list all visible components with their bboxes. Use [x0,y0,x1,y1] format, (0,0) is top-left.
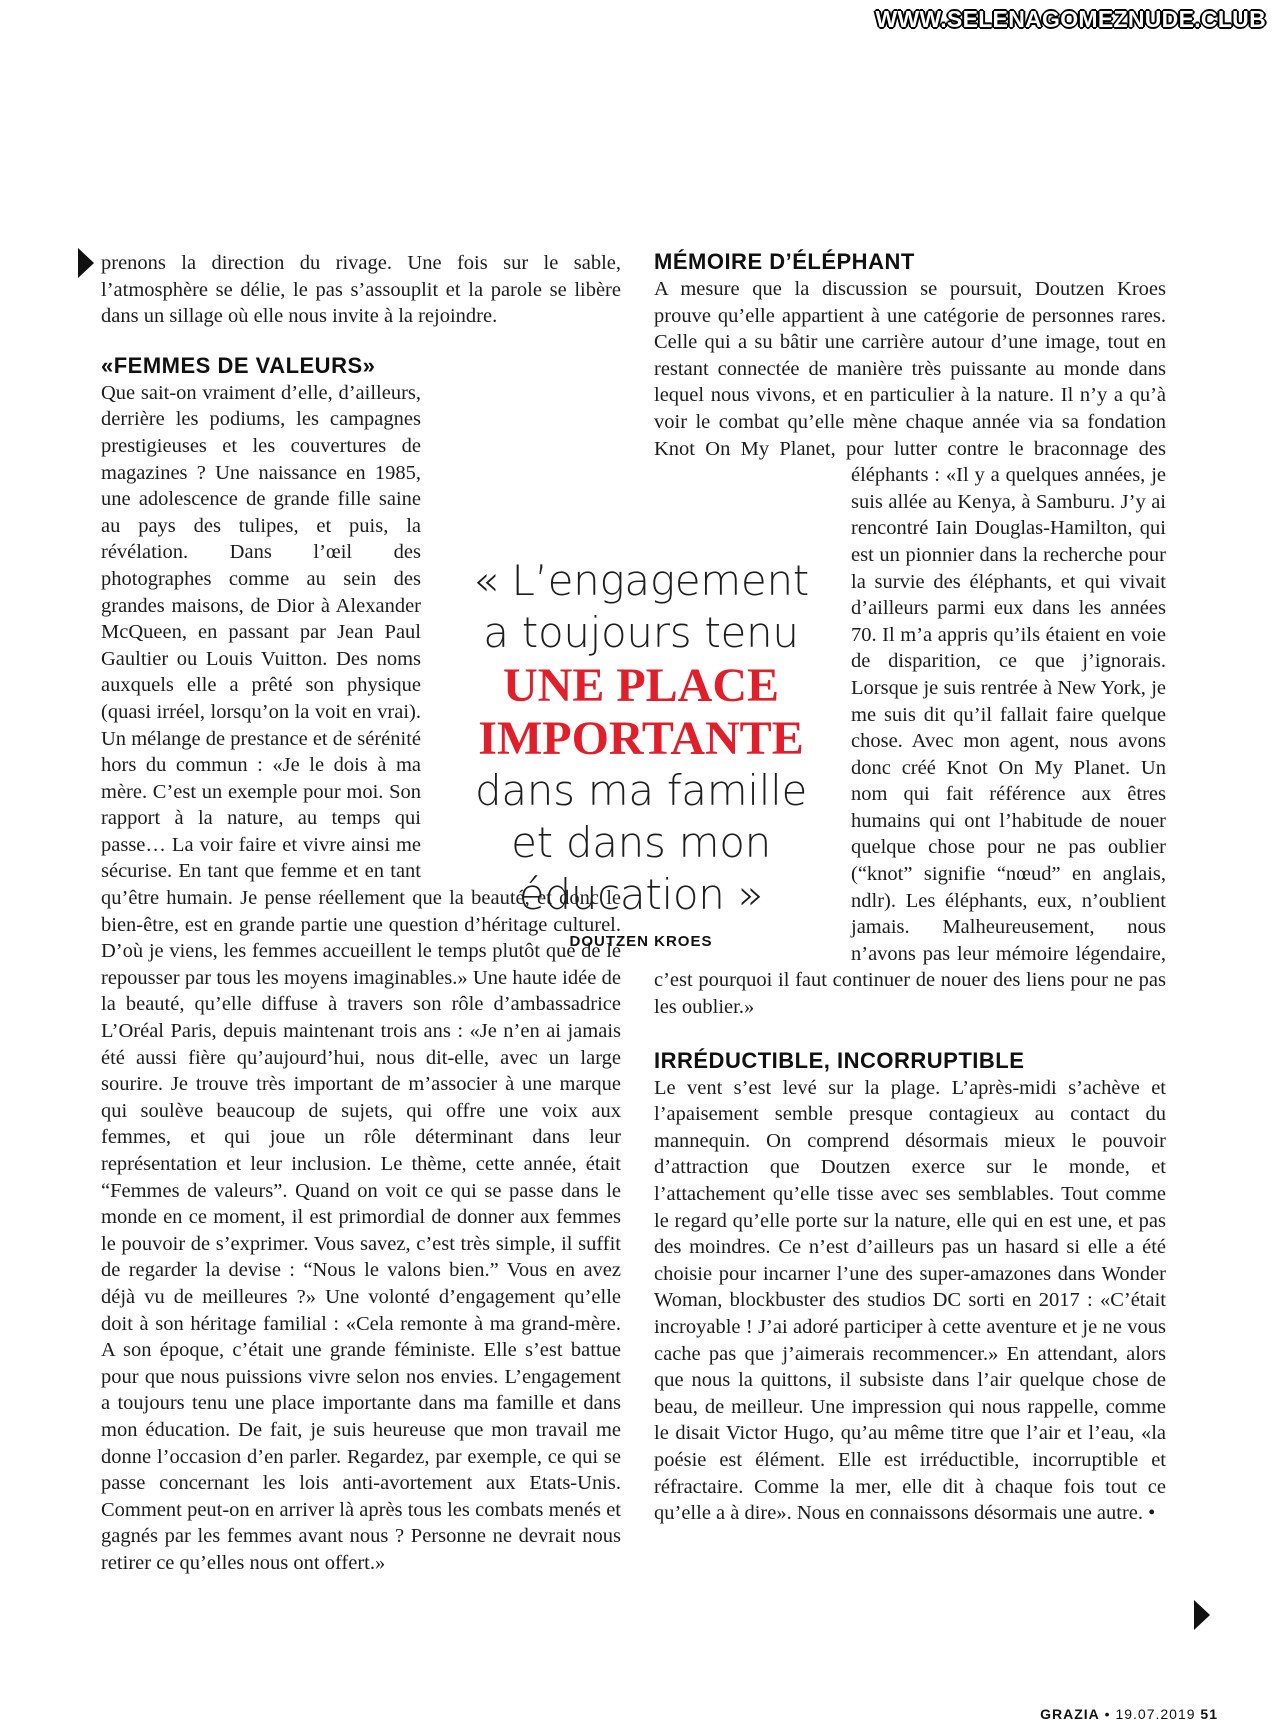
pull-quote-line: éducation » [518,870,764,919]
body-paragraph: Que sait-on vraiment d’elle, d’ailleurs, derrière les podiums, les campagnes prestigieuses et les couvertures de magazines ? Une naissance en 1985, une adolescence de grande fille saine au pays des tulipes, et puis, la révélation. Dans l’œil des photographes comme au sein des grandes maisons, de Dior à Alexander McQueen, en passant par Jean Paul Gaultier ou Louis Vuitton. Des noms auxquels elle a prêté son physique (quasi irréel, lorsqu’on la voit en vrai). Un mélange de prestance et de sérénité hors du commun : «Je le dois à ma mère. C’est un exemple pour moi. Son rapport à la nature, au temps qui passe… La voir faire et vivre ainsi me sécurise. En tant que femme et en tant qu’être humain. Je pense réellement que la beauté, et donc le bien-être, est en grande partie une question d’héritage culturel. D’où je viens, les femmes accueillent le temps plutôt que de le repousser par tous les moyens imaginables.» Une haute idée de la beauté, qu’elle diffuse à travers son rôle d’ambassadrice L’Oréal Paris, depuis maintenant trois ans : «Je n’en ai jamais été aussi fière qu’aujourd’hui, nous dit-elle, avec un large sourire. Je trouve très important de m’associer à une marque qui soulève beaucoup de sujets, qui offre une voix aux femmes, et qui joue un rôle déterminant dans leur représentation et leur inclusion. Le thème, cette année, était “Femmes de valeurs”. Quand on voit ce qui se passe dans le monde en ce moment, il est primordial de donner aux femmes le pouvoir de s’exprimer. Vous savez, c’est très simple, il suffit de regarder la devise : “Nous le valons bien.” Vous en avez déjà vu de meilleures ?» Une volonté d’engagement qu’elle doit à son héritage familial : «Cela remonte à ma grand-mère. A son époque, c’était une grande féministe. Elle s’est battue pour que nous puissions vivre selon nos envies. L’engagement a toujours tenu une place importante dans ma famille et dans mon éducation. De fait, je suis heureuse que mon travail me donne l’occasion d’en parler. Regardez, par exemple, ce qui se passe concernant les lois anti-avortement aux Etats-Unis. Comment peut-on en arriver là après tous les combats menés et gagnés par les femmes avant nous ? Personne ne devrait nous retirer ce qu’elles nous ont offert.» [101,381,621,1574]
body-paragraph: Le vent s’est levé sur la plage. L’après-midi s’achève et l’apaisement semble presque contagieux au contact du mannequin. On comprend désormais mieux le pouvoir d’attraction que Doutzen exerce sur le monde, et l’attachement qu’elle tisse avec ses semblables. Tout comme le regard qu’elle porte sur la nature, elle qui en est une, et pas des moindres. Ce n’est d’ailleurs pas un hasard si elle a été choisie pour incarner l’une des super-amazones dans Wonder Woman, blockbuster des studios DC sorti en 2017 : «C’était incroyable ! J’ai adoré participer à cette aventure et je ne vous cache pas que j’aimerais recommencer.» En attendant, alors que nous la quittons, il subsiste dans l’air quelque chose de beau, de meilleur. Une impression qui nous rappelle, comme le disait Victor Hugo, qu’au même titre que l’air et l’eau, «la poésie est élément. Elle est irréductible, incorruptible et réfractaire. Comme la mer, elle dit à chaque fois tout ce qu’elle a à dire». Nous en connaissons désormais une autre. • [654,1076,1166,1525]
pull-quote-line: dans ma famille [474,766,808,815]
pull-quote-line: a toujours tenu [483,608,799,657]
pull-quote-accent: UNE PLACE [502,659,780,712]
section-heading-irreductible: IRRÉDUCTIBLE, INCORRUPTIBLE [654,1047,1025,1073]
page-footer [1040,1706,1218,1722]
page-number: 51 [1200,1706,1218,1722]
body-paragraph: A mesure que la discussion se poursuit, Doutzen Kroes prouve qu’elle appartient à une catégorie de personnes rares. Celle qui a su bâtir une carrière autour d’une image, tout en restant connectée de manière très puissante au monde dans lequel nous vivons, et en particulier à la nature. Il n’y a qu’à voir le combat qu’elle mène chaque année via sa fondation Knot On My Planet, pour lutter contre le braconnage des éléphants : «Il y a quelques années, je suis allée au Kenya, à Samburu. J’y ai rencontré Iain Douglas-Hamilton, qui est un pionnier dans la recherche pour la survie des éléphants, et qui vivait d’ailleurs parmi eux dans les années 70. Il m’a appris qu’ils étaient en voie de disparition, ce que j’ignorais. Lorsque je suis rentrée à New York, je me suis dit qu’il fallait faire quelque chose. Avec mon agent, nous avons donc créé Knot On My Planet. Un nom qui fait référence aux êtres humains qui ont l’habitude de nouer quelque chose pour ne pas oublier (“knot” signifie “nœud” en anglais, ndlr). Les éléphants, eux, n’oublient jamais. Malheureusement, nous n’avons pas leur mémoire légendaire, c’est pourquoi il faut continuer de nouer des liens pour ne pas les oublier.» [654,278,1166,1019]
continue-arrow-icon [78,248,94,278]
intro-paragraph: prenons la direction du rivage. Une fois sur le sable, l’atmosphère se délie, le pas s’assouplit et la parole se libère dans un sillage où elle nous invite à la rejoindre. [101,252,621,328]
watermark-text: WWW.SELENAGOMEZNUDE.CLUB [875,6,1266,32]
pull-quote-line: « L’engagement [473,556,809,605]
magazine-name: GRAZIA [1040,1706,1100,1722]
section-heading-memoire-elephant: MÉMOIRE D’ÉLÉPHANT [654,249,915,274]
next-page-arrow-icon [1194,1600,1210,1630]
pull-quote-accent: IMPORTANTE [478,712,804,765]
pull-quote-author: DOUTZEN KROES [569,933,713,950]
pull-quote [470,555,812,950]
section-heading-femmes-de-valeurs: «FEMMES DE VALEURS» [101,352,376,378]
pull-quote-line: et dans mon [511,818,771,867]
issue-date: • 19.07.2019 [1104,1706,1196,1722]
